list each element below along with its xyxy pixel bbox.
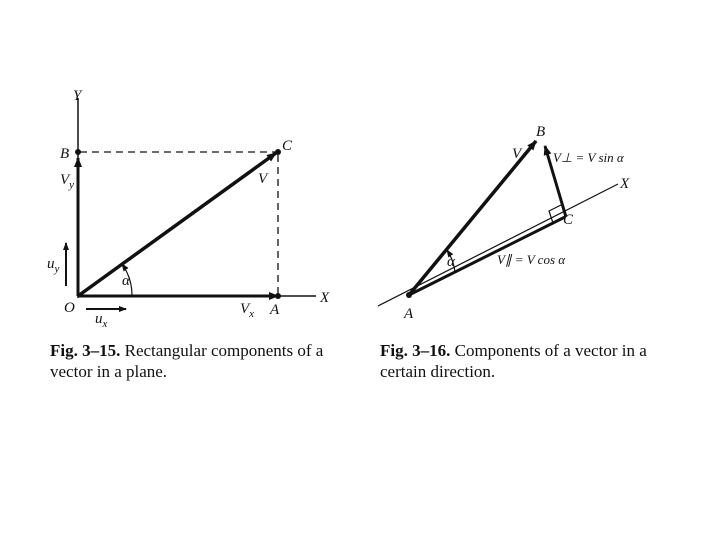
point-b-label: B bbox=[60, 146, 70, 162]
point-b2-label: B bbox=[536, 124, 546, 140]
ux-label: $u_x$ bbox=[95, 311, 108, 330]
figure-1-caption-text: Rectangular components of a vector in a plane. bbox=[50, 341, 324, 381]
figure-2-caption bbox=[380, 340, 690, 382]
origin-label: O bbox=[64, 300, 75, 316]
figure-2 bbox=[378, 124, 630, 322]
point-c-dot bbox=[275, 149, 281, 155]
point-a2-label: A bbox=[404, 306, 414, 322]
uy-label: $u_y$ bbox=[47, 256, 60, 275]
v-label: V bbox=[258, 171, 268, 187]
point-b-dot bbox=[75, 149, 81, 155]
point-a-label: A bbox=[270, 302, 280, 318]
vy-label: $V_y$ bbox=[60, 172, 75, 191]
figure-2-number: Fig. 3–16. bbox=[380, 341, 451, 360]
figure-2-caption-text: Components of a vector in a certain direction. bbox=[380, 341, 647, 381]
parallel-component-label: V∥ = V cos α bbox=[497, 252, 566, 267]
figure-1-caption bbox=[50, 340, 350, 382]
v-label-2: V bbox=[512, 146, 522, 162]
figure-1-number: Fig. 3–15. bbox=[50, 341, 121, 360]
x-axis-label: X bbox=[320, 290, 330, 306]
v-vector bbox=[78, 153, 276, 296]
point-c2-label: C bbox=[563, 212, 574, 228]
alpha-label-1: α bbox=[122, 273, 130, 289]
point-a-dot bbox=[275, 293, 281, 299]
point-c-label: C bbox=[282, 138, 293, 154]
x-axis-label-2: X bbox=[620, 176, 630, 192]
v-vector-2 bbox=[409, 141, 536, 295]
y-axis-label: Y bbox=[73, 88, 82, 104]
point-a2-dot bbox=[406, 292, 412, 298]
alpha-label-2: α bbox=[447, 254, 455, 270]
vx-label: $V_x$ bbox=[240, 301, 255, 320]
perp-component-label: V⊥ = V sin α bbox=[553, 150, 624, 165]
figure-1 bbox=[47, 88, 330, 330]
